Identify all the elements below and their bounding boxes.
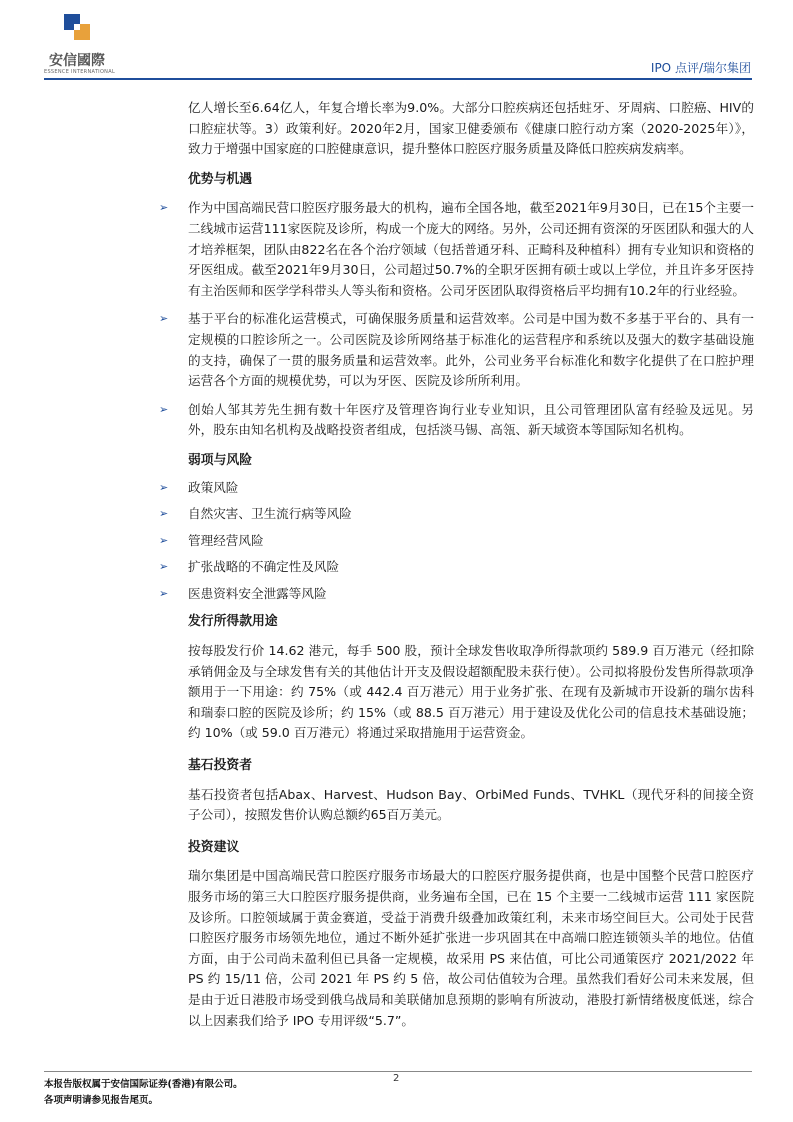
list-item — [159, 531, 754, 552]
risks-heading: 弱项与风险 — [188, 452, 252, 468]
arrow-bullet-icon: ➢ — [159, 402, 169, 416]
list-item — [159, 504, 754, 525]
list-item — [159, 478, 754, 499]
logo-english-name: ESSENCE INTERNATIONAL — [44, 69, 116, 75]
list-item — [159, 584, 754, 605]
page-number: 2 — [393, 1073, 400, 1084]
header-divider — [44, 78, 752, 80]
list-item-text: 创始人邹其芳先生拥有数十年医疗及管理咨询行业专业知识，且公司管理团队富有经验及远见。另外，股东由知名机构及战略投资者组成，包括淡马锡、高瓴、新天域资本等国际知名机构。 — [188, 401, 754, 438]
proceeds-heading: 发行所得款用途 — [188, 614, 278, 630]
advantages-list — [159, 198, 754, 441]
list-item-text: 政策风险 — [188, 479, 239, 495]
arrow-bullet-icon: ➢ — [159, 312, 169, 326]
logo-chinese-name: 安信國際 — [49, 53, 105, 69]
arrow-bullet-icon: ➢ — [159, 480, 169, 494]
copyright-note: 本报告版权属于安信国际证券(香港)有限公司。 — [44, 1079, 243, 1090]
list-item-text: 自然灾害、卫生流行病等风险 — [188, 506, 352, 522]
proceeds-paragraph: 按每股发行价 14.62 港元，每手 500 股，预计全球发售收取净所得款项约 589.9 百万港元（经扣除承销佣金及与全球发售有关的其他估计开支及假设超额配股未获行使）。公司拟将股份发售所得款项净额用于一下用途：约 75%（或 442.4 百万港元）用于业务扩张、在现有及新城市开设新的瑞尔齿科和瑞泰口腔的医院及诊所；约 15%（或 88.5 百万港元）用于建设及优化公司的信息技术基础设施；约 10%（或 59.0 百万港元）将通过采取措施用于运营资金。 — [188, 643, 754, 741]
arrow-bullet-icon: ➢ — [159, 201, 169, 215]
list-item — [159, 198, 754, 301]
risks-list — [159, 478, 754, 605]
disclaimer-note: 各项声明请参见报告尾页。 — [44, 1095, 159, 1106]
list-item — [159, 309, 754, 391]
cornerstone-heading: 基石投资者 — [188, 758, 252, 774]
arrow-bullet-icon: ➢ — [159, 533, 169, 547]
list-item — [159, 400, 754, 441]
page-header — [0, 0, 793, 90]
list-item — [159, 557, 754, 578]
company-logo — [44, 14, 116, 80]
report-body — [159, 98, 754, 1031]
report-title: IPO 点评/瑞尔集团 — [650, 61, 751, 75]
arrow-bullet-icon: ➢ — [159, 586, 169, 600]
intro-paragraph: 亿人增长至6.64亿人，年复合增长率为9.0%。大部分口腔疾病还包括蛀牙、牙周病、口腔癌、HIV的口腔症状等。3）政策利好。2020年2月，国家卫健委颁布《健康口腔行动方案（2020-2025年）》，致力于增强中国家庭的口腔健康意识，提升整体口腔医疗服务质量及降低口腔疾病发病率。 — [188, 100, 754, 157]
list-item-text: 基于平台的标准化运营模式，可确保服务质量和运营效率。公司是中国为数不多基于平台的、具有一定规模的口腔诊所之一。公司医院及诊所网络基于标准化的运营程序和系统以及强大的数字基础设施的支持，确保了一贯的服务质量和运营效率。此外，公司业务平台标准化和数字化提供了在口腔护理运营各个方面的规模优势，可以为牙医、医院及诊所所利用。 — [188, 311, 754, 389]
arrow-bullet-icon: ➢ — [159, 507, 169, 521]
list-item-text: 医患资料安全泄露等风险 — [188, 585, 327, 601]
list-item-text: 管理经营风险 — [188, 532, 264, 548]
recommendation-paragraph: 瑞尔集团是中国高端民营口腔医疗服务市场最大的口腔医疗服务提供商，也是中国整个民营口腔医疗服务市场的第三大口腔医疗服务提供商，业务遍布全国，已在 15 个主要一二线城市运营 111 家医院及诊所。口腔领域属于黄金赛道，受益于消费升级叠加政策红利，未来市场空间巨大。公司处于民营口腔医疗服务市场领先地位，通过不断外延扩张进一步巩固其在中高端口腔连锁领头羊的地位。估值方面，由于公司尚未盈利但已具备一定规模，故采用 PS 来估值，可比公司通策医疗 2021/2022 年 PS 约 15/11 倍，公司 2021 年 PS 约 5 倍，故公司估值较为合理。虽然我们看好公司未来发展，但是由于近日港股市场受到俄乌战局和美联储加息预期的影响有所波动，港股打新情绪极度低迷，综合以上因素我们给予 IPO 专用评级“5.7”。 — [188, 868, 754, 1028]
arrow-bullet-icon: ➢ — [159, 560, 169, 574]
list-item-text: 作为中国高端民营口腔医疗服务最大的机构，遍布全国各地，截至2021年9月30日，已在15个主要一二线城市运营111家医院及诊所，构成一个庞大的网络。另外，公司还拥有资深的牙医团队和强大的人才培养框架，团队由822名在各个治疗领域（包括普通牙科、正畸科及种植科）拥有专业知识和资格的牙医组成。截至2021年9月30日，公司超过50.7%的全职牙医拥有硕士或以上学位，并且许多牙医持有主治医师和医学学科带头人等头衔和资格。公司牙医团队取得资格后平均拥有10.2年的行业经验。 — [188, 200, 754, 298]
list-item-text: 扩张战略的不确定性及风险 — [188, 559, 340, 575]
logo-mark-icon — [64, 14, 90, 40]
recommendation-heading: 投资建议 — [188, 839, 240, 855]
footer-divider — [44, 1071, 752, 1072]
advantages-heading: 优势与机遇 — [188, 171, 252, 187]
cornerstone-paragraph: 基石投资者包括Abax、Harvest、Hudson Bay、OrbiMed Funds、TVHKL（现代牙科的间接全资子公司），按照发售价认购总额约65百万美元。 — [188, 786, 754, 823]
